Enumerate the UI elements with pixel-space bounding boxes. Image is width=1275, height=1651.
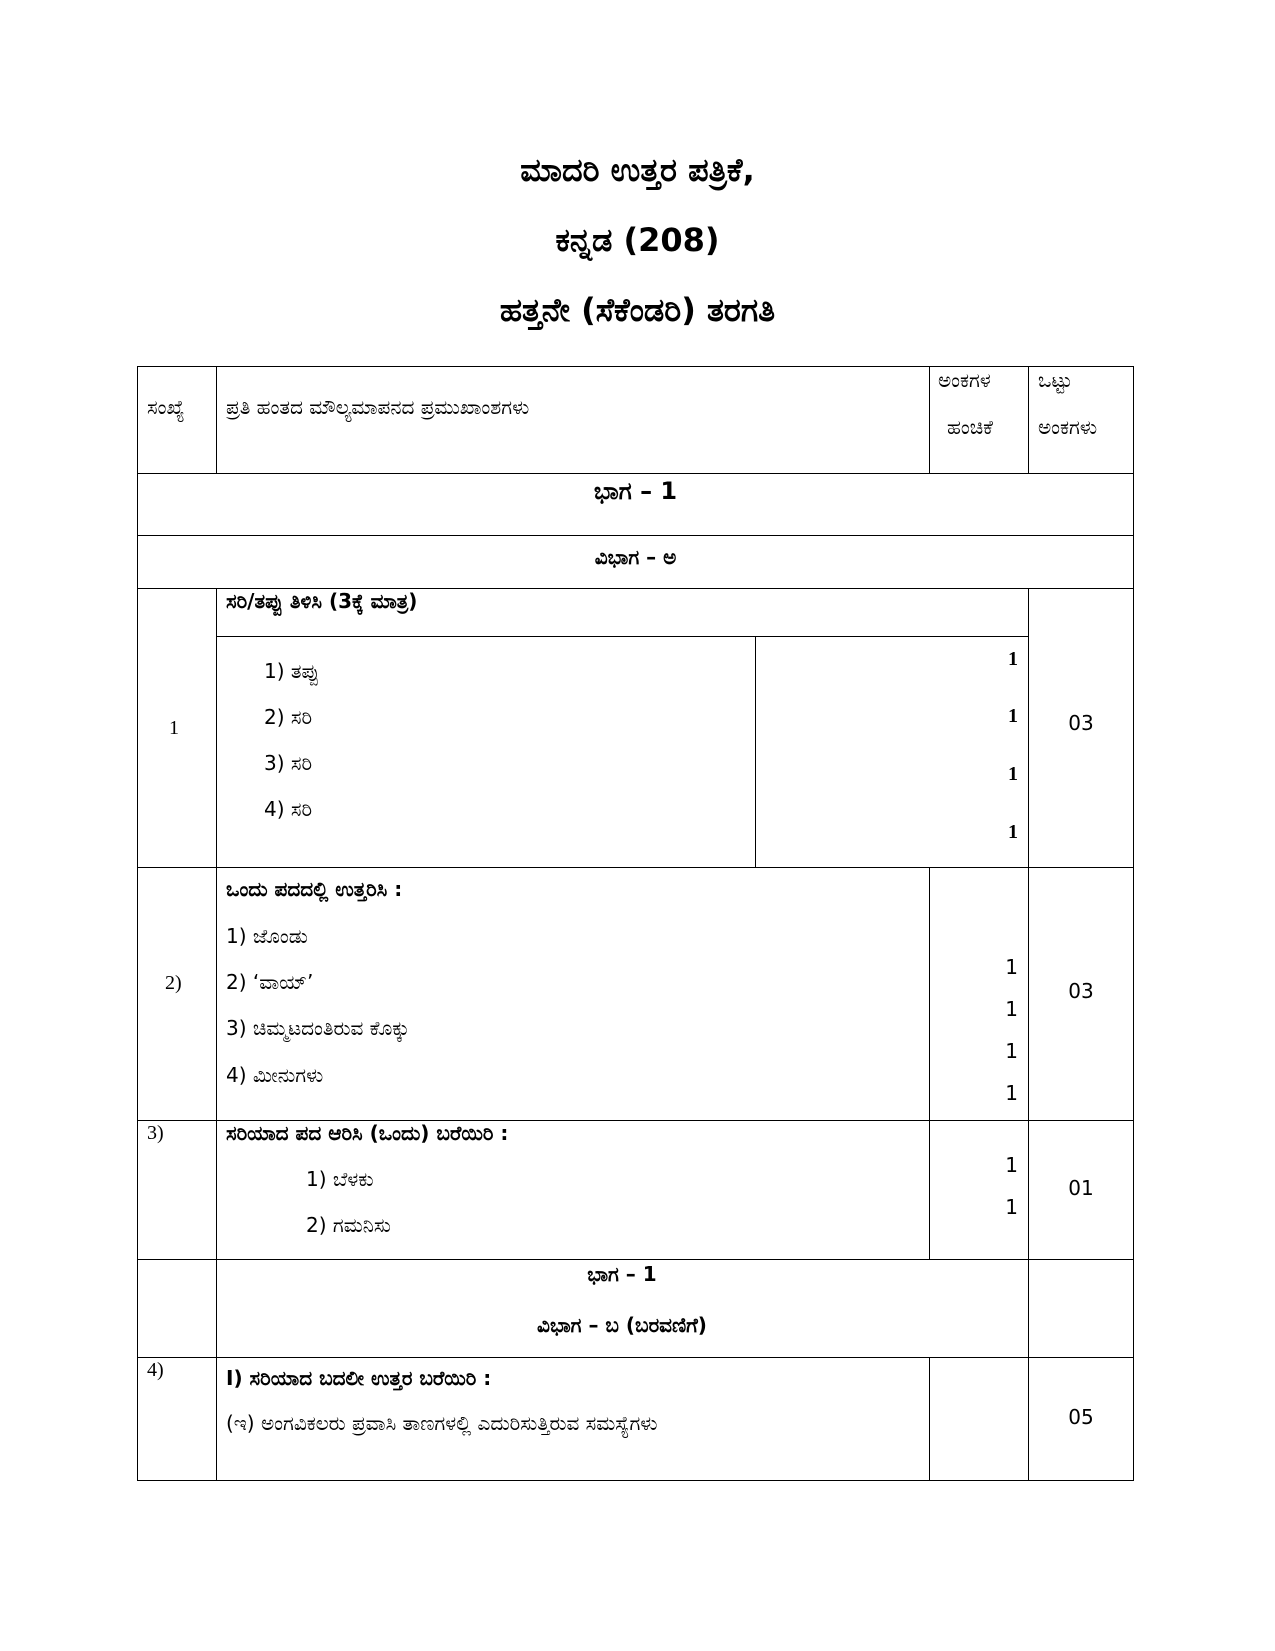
table-border: [137, 535, 1134, 536]
table-border: [1028, 366, 1029, 474]
marking-scheme-table: [137, 366, 1134, 1481]
table-border: [137, 1480, 1134, 1481]
section-heading: ವಿಭಾಗ – ಬ (ಬರವಣಿಗೆ): [537, 1313, 707, 1337]
question-heading: ಸರಿಯಾದ ಪದ ಆರಿಸಿ (ಒಂದು) ಬರೆಯಿರಿ :: [226, 1121, 509, 1145]
column-header-total: ಒಟ್ಟು: [1038, 368, 1073, 392]
class-title: ಹತ್ತನೇ (ಸೆಕೆಂಡರಿ) ತರಗತಿ: [499, 291, 776, 329]
column-header-total: ಅಂಕಗಳು: [1038, 415, 1098, 439]
table-border: [137, 473, 1134, 474]
table-border: [929, 867, 930, 1260]
table-border: [216, 636, 1028, 637]
section-heading: ವಿಭಾಗ – ಅ: [594, 545, 677, 569]
question-number: 1: [169, 717, 179, 739]
mark-value: 1: [1008, 763, 1018, 785]
question-number: 4): [147, 1359, 164, 1381]
column-header-points: ಪ್ರತಿ ಹಂತದ ಮೌಲ್ಯಮಾಪನದ ಪ್ರಮುಖಾಂಶಗಳು: [226, 395, 530, 419]
page-title: ಮಾದರಿ ಉತ್ತರ ಪತ್ರಿಕೆ,: [520, 151, 755, 189]
total-marks: 05: [1068, 1405, 1094, 1429]
answer-item: 3) ಚಿಮ್ಮಟದಂತಿರುವ ಕೊಕ್ಕು: [226, 1016, 410, 1040]
answer-item: 2) ಸರಿ: [264, 705, 313, 729]
mark-value: 1: [1005, 955, 1018, 979]
mark-value: 1: [1005, 1195, 1018, 1219]
answer-item: 2) ಗಮನಿಸು: [306, 1213, 391, 1237]
mark-value: 1: [1005, 1081, 1018, 1105]
subject-title: ಕನ್ನಡ (208): [555, 221, 720, 259]
mark-value: 1: [1008, 648, 1018, 670]
question-heading: ಸರಿ/ತಪ್ಪು ತಿಳಿಸಿ (3ಕ್ಕೆ ಮಾತ್ರ): [226, 589, 418, 613]
total-marks: 03: [1068, 711, 1094, 735]
mark-value: 1: [1005, 1153, 1018, 1177]
answer-item: 2) ‘ವಾಯ್’: [226, 970, 314, 994]
table-border: [137, 1357, 1134, 1358]
table-border: [137, 867, 1134, 868]
table-border: [755, 636, 756, 868]
question-number: 2): [165, 972, 182, 994]
mark-value: 1: [1008, 705, 1018, 727]
mark-value: 1: [1008, 821, 1018, 843]
table-border: [929, 1357, 930, 1481]
part-heading: ಭಾಗ – 1: [587, 1262, 657, 1286]
total-marks: 03: [1068, 979, 1094, 1003]
table-border: [137, 1259, 1134, 1260]
answer-item: 1) ತಪ್ಪು: [264, 659, 320, 683]
part-heading: ಭಾಗ – 1: [593, 477, 678, 505]
table-border: [137, 366, 138, 1481]
answer-item: 4) ಸರಿ: [264, 797, 313, 821]
answer-item: 4) ಮೀನುಗಳು: [226, 1063, 324, 1087]
column-header-number: ಸಂಖ್ಯೆ: [147, 395, 185, 419]
answer-item: 1) ಜೊಂಡು: [226, 924, 308, 948]
total-marks: 01: [1068, 1176, 1094, 1200]
mark-value: 1: [1005, 1039, 1018, 1063]
table-border: [216, 588, 217, 1481]
table-border: [216, 366, 217, 474]
table-border: [1133, 366, 1134, 1481]
answer-item: 1) ಬೆಳಕು: [306, 1167, 374, 1191]
answer-item: (ಇ) ಅಂಗವಿಕಲರು ಪ್ರವಾಸಿ ತಾಣಗಳಲ್ಲಿ ಎದುರಿಸುತ್ತಿರುವ ಸಮಸ್ಯೆಗಳು: [226, 1411, 658, 1435]
answer-item: 3) ಸರಿ: [264, 751, 313, 775]
question-number: 3): [147, 1122, 164, 1144]
column-header-marks-split: ಹಂಚಿಕೆ: [947, 415, 993, 439]
mark-value: 1: [1005, 997, 1018, 1021]
column-header-marks-split: ಅಂಕಗಳ: [938, 368, 991, 392]
question-heading: I) ಸರಿಯಾದ ಬದಲೀ ಉತ್ತರ ಬರೆಯಿರಿ :: [226, 1366, 492, 1390]
table-border: [929, 366, 930, 474]
question-heading: ಒಂದು ಪದದಲ್ಲಿ ಉತ್ತರಿಸಿ :: [226, 877, 403, 901]
